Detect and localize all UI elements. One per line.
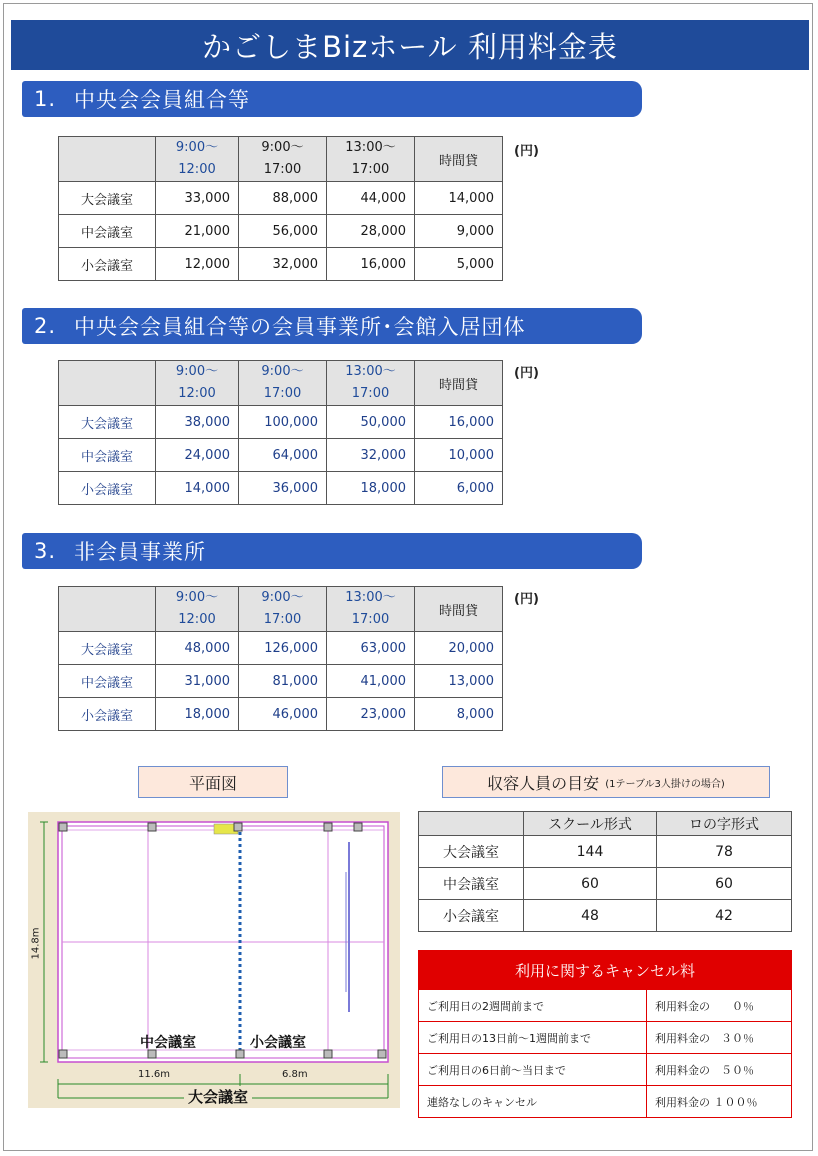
section-3-header [22,533,642,569]
capacity-header-blank [419,812,524,836]
table-row: ご利用日の2週間前まで 利用料金の ０％ [419,989,791,1021]
table-row: ご利用日の6日前～当日まで 利用料金の ５０％ [419,1053,791,1085]
capacity-header-school: スクール形式 [524,812,657,836]
fee-table-2 [58,360,503,505]
capacity-note: (1テーブル3人掛けの場合) [605,778,725,790]
cancellation-table [418,950,792,1118]
capacity-label [442,766,770,798]
floor-plan-drawing [28,812,400,1108]
fee-table-3 [58,586,503,731]
dimension-width-right: 6.8m [282,1069,308,1080]
table-row: 中会議室 21,000 56,000 28,000 9,000 [59,215,503,248]
header-blank [59,137,156,182]
header-afternoon: 13:00～ 17:00 [327,587,415,632]
section-heading: 非会員事業所 [74,540,207,564]
table-row: 小会議室 12,000 32,000 16,000 5,000 [59,248,503,281]
page-title: かごしまBizホール 利用料金表 [11,20,809,70]
section-number: 3. [34,539,57,563]
header-blank [59,361,156,406]
table-row: 小会議室 48 42 [419,900,792,932]
header-morning: 9:00～ 12:00 [156,137,239,182]
header-fullday: 9:00～ 17:00 [239,137,327,182]
header-afternoon: 13:00～ 17:00 [327,137,415,182]
room-label-large: 大会議室 [184,1086,252,1107]
header-hourly: 時間貸 [415,361,503,406]
table-row: 連絡なしのキャンセル 利用料金の １００％ [419,1085,791,1117]
section-2-header [22,308,642,344]
section-number: 2. [34,314,57,338]
unit-label: (円) [514,366,539,381]
floor-plan-label: 平面図 [138,766,288,798]
room-label-small: 小会議室 [250,1035,306,1051]
dimension-height: 14.8m [30,927,42,960]
section-number: 1. [34,87,57,111]
table-row: 中会議室 24,000 64,000 32,000 10,000 [59,439,503,472]
table-row: 中会議室 60 60 [419,868,792,900]
room-label-medium: 中会議室 [140,1035,196,1051]
section-1-header [22,81,642,117]
unit-label: (円) [514,592,539,607]
table-row: 中会議室 31,000 81,000 41,000 13,000 [59,665,503,698]
table-row: 大会議室 144 78 [419,836,792,868]
header-afternoon: 13:00～ 17:00 [327,361,415,406]
unit-label: (円) [514,144,539,159]
table-row: 大会議室 38,000 100,000 50,000 16,000 [59,406,503,439]
fee-table-1 [58,136,503,281]
floor-plan [28,812,400,1108]
header-hourly: 時間貸 [415,137,503,182]
dimension-width-left: 11.6m [138,1069,171,1080]
header-fullday: 9:00～ 17:00 [239,361,327,406]
table-row: 小会議室 14,000 36,000 18,000 6,000 [59,472,503,505]
section-heading: 中央会会員組合等の会員事業所･会館入居団体 [74,315,526,339]
table-row: 小会議室 18,000 46,000 23,000 8,000 [59,698,503,731]
header-morning: 9:00～ 12:00 [156,587,239,632]
header-morning: 9:00～ 12:00 [156,361,239,406]
header-hourly: 時間貸 [415,587,503,632]
cancellation-title: 利用に関するキャンセル料 [419,951,791,989]
header-fullday: 9:00～ 17:00 [239,587,327,632]
table-row: 大会議室 48,000 126,000 63,000 20,000 [59,632,503,665]
table-row: 大会議室 33,000 88,000 44,000 14,000 [59,182,503,215]
section-heading: 中央会会員組合等 [74,88,251,112]
capacity-table [418,811,792,932]
header-blank [59,587,156,632]
capacity-header-ushape: ロの字形式 [657,812,792,836]
table-row: ご利用日の13日前～1週間前まで 利用料金の ３０％ [419,1021,791,1053]
capacity-title: 収容人員の目安 [487,773,600,793]
